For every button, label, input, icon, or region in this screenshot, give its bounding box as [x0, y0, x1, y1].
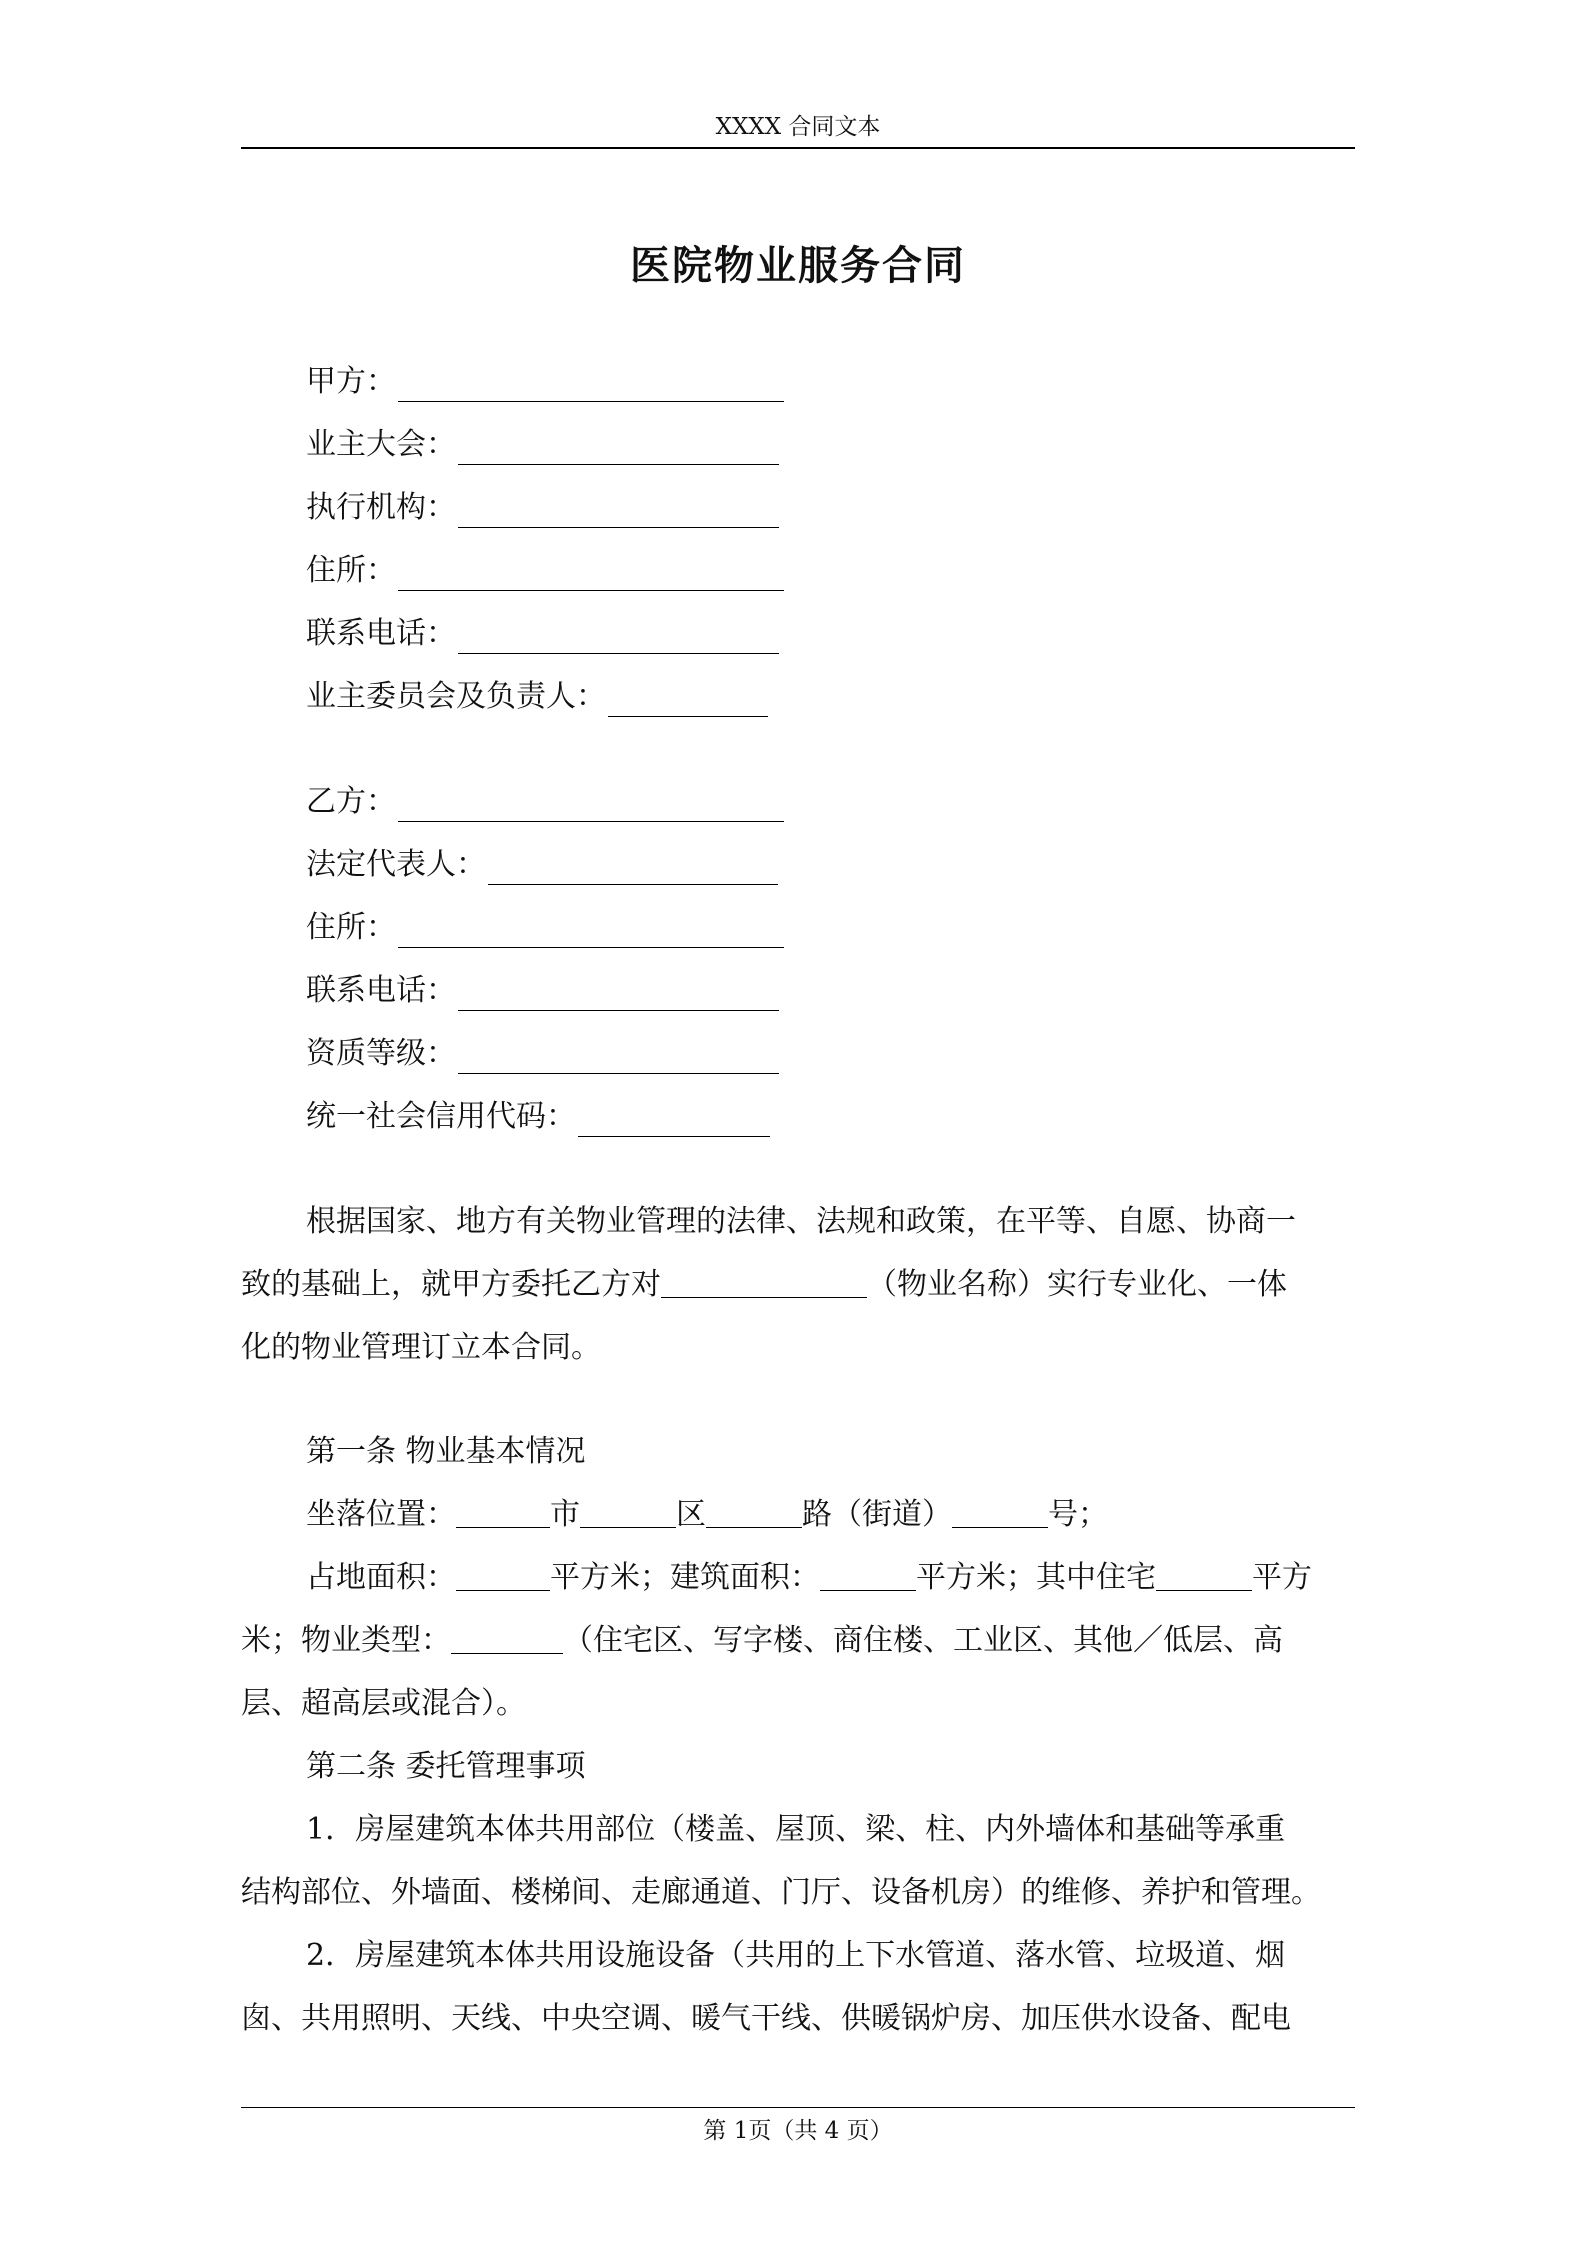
article-1-heading: 第一条 物业基本情况	[306, 1434, 586, 1469]
page-footer: 第 1页（共 4 页）	[703, 2118, 893, 2144]
fill-blank[interactable]	[488, 852, 778, 885]
field-executive-body	[306, 488, 779, 528]
fill-blank[interactable]	[458, 1041, 779, 1074]
document-title: 医院物业服务合同	[630, 242, 966, 289]
building-area-blank[interactable]	[820, 1560, 916, 1591]
fill-blank[interactable]	[458, 495, 779, 528]
item-1-line-2: 结构部位、外墙面、楼梯间、走廊通道、门厅、设备机房）的维修、养护和管理。	[241, 1875, 1321, 1910]
fill-blank[interactable]	[608, 684, 768, 717]
field-party-a	[306, 362, 784, 402]
number-blank[interactable]	[952, 1497, 1048, 1528]
property-type-line-2: 层、超高层或混合）。	[241, 1686, 526, 1721]
article-2-heading: 第二条 委托管理事项	[306, 1749, 586, 1784]
fill-blank[interactable]	[458, 978, 779, 1011]
property-type-line: 米；物业类型： （住宅区、写字楼、商住楼、工业区、其他／低层、高	[241, 1623, 1283, 1658]
field-label: 乙方：	[306, 784, 396, 819]
fill-blank[interactable]	[398, 369, 784, 402]
area-line: 占地面积： 平方米；建筑面积： 平方米；其中住宅 平方	[306, 1560, 1312, 1595]
page-header: XXXX 合同文本	[715, 114, 881, 140]
land-area-blank[interactable]	[456, 1560, 550, 1591]
field-address-a	[306, 551, 784, 591]
fill-blank[interactable]	[578, 1104, 770, 1137]
fill-blank[interactable]	[398, 789, 784, 822]
fill-blank[interactable]	[458, 621, 779, 654]
field-phone-b	[306, 971, 779, 1011]
field-label: 业主大会：	[306, 427, 456, 462]
field-qualification	[306, 1034, 779, 1074]
road-blank[interactable]	[706, 1497, 802, 1528]
field-label: 统一社会信用代码：	[306, 1099, 576, 1134]
field-committee-head	[306, 677, 768, 717]
field-label: 法定代表人：	[306, 847, 486, 882]
field-label: 甲方：	[306, 364, 396, 399]
residential-area-blank[interactable]	[1156, 1560, 1252, 1591]
field-label: 执行机构：	[306, 490, 456, 525]
footer-rule	[241, 2107, 1355, 2108]
property-type-blank[interactable]	[451, 1623, 563, 1654]
item-1-line-1: 1．房屋建筑本体共用部位（楼盖、屋顶、梁、柱、内外墙体和基础等承重	[306, 1812, 1286, 1847]
district-blank[interactable]	[580, 1497, 676, 1528]
item-2-line-1: 2．房屋建筑本体共用设施设备（共用的上下水管道、落水管、垃圾道、烟	[306, 1938, 1286, 1973]
fill-blank[interactable]	[398, 915, 784, 948]
field-credit-code	[306, 1097, 770, 1137]
fill-blank[interactable]	[458, 432, 779, 465]
intro-line-3: 化的物业管理订立本合同。	[241, 1330, 601, 1365]
field-label: 住所：	[306, 910, 396, 945]
field-label: 资质等级：	[306, 1036, 456, 1071]
field-address-b	[306, 908, 784, 948]
fill-blank[interactable]	[398, 558, 784, 591]
field-label: 联系电话：	[306, 616, 456, 651]
intro-line-1: 根据国家、地方有关物业管理的法律、法规和政策，在平等、自愿、协商一	[306, 1204, 1296, 1239]
header-rule	[241, 147, 1355, 149]
field-phone-a	[306, 614, 779, 654]
field-label: 住所：	[306, 553, 396, 588]
field-label: 业主委员会及负责人：	[306, 679, 606, 714]
location-line: 坐落位置： 市 区 路（街道） 号；	[306, 1497, 1108, 1532]
city-blank[interactable]	[456, 1497, 550, 1528]
field-label: 联系电话：	[306, 973, 456, 1008]
field-owners-assembly	[306, 425, 779, 465]
property-name-blank[interactable]	[661, 1267, 867, 1298]
field-legal-rep	[306, 845, 778, 885]
field-party-b	[306, 782, 784, 822]
item-2-line-2: 囱、共用照明、天线、中央空调、暖气干线、供暖锅炉房、加压供水设备、配电	[241, 2001, 1291, 2036]
intro-line-2: 致的基础上，就甲方委托乙方对 （物业名称）实行专业化、一体	[241, 1267, 1287, 1302]
